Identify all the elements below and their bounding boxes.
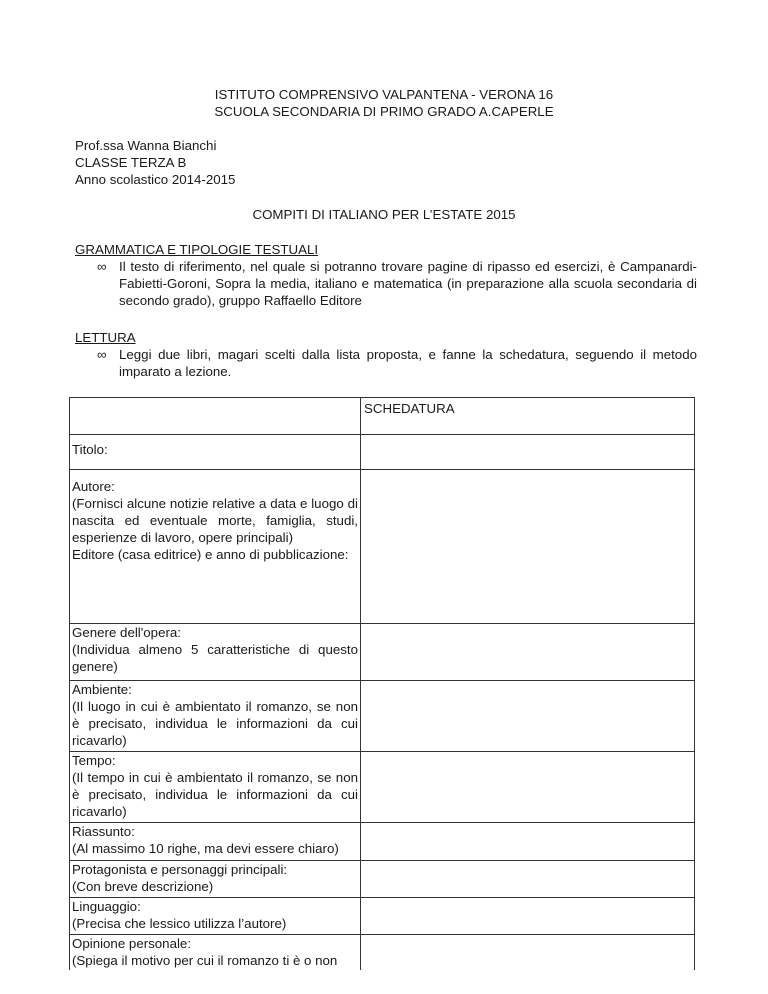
field-note-author: (Fornisci alcune notizie relative a data e luogo di nascita ed eventuale morte, famiglia, studi, esperienze di lavoro, opere principali): [72, 496, 358, 545]
table-row: [70, 435, 694, 470]
table-row: [70, 935, 694, 970]
answer-cell: [361, 861, 694, 897]
table-row: [70, 898, 694, 935]
field-note-time: (Il tempo in cui è ambientato il romanzo, se non è precisato, individua le informazioni da cui ricavarlo): [72, 770, 358, 819]
table-row: [70, 470, 694, 624]
table-row: [70, 861, 694, 898]
field-label-language: Linguaggio:: [72, 899, 141, 914]
grammar-bullet: [97, 258, 697, 309]
table-row: [70, 823, 694, 861]
field-note-characters: (Con breve descrizione): [72, 879, 214, 894]
answer-cell: [361, 935, 694, 970]
field-note-language: (Precisa che lessico utilizza l’autore): [72, 916, 287, 931]
table-row: [70, 624, 694, 681]
field-label-time: Tempo:: [72, 753, 116, 768]
infinity-bullet-icon: ∞: [97, 259, 107, 274]
answer-cell: [361, 435, 694, 469]
field-label-genre: Genere dell'opera:: [72, 625, 181, 640]
table-header-row: [70, 398, 694, 435]
field-label-setting: Ambiente:: [72, 682, 132, 697]
table-header-cell: SCHEDATURA: [364, 401, 455, 416]
answer-cell: [361, 470, 694, 623]
table-header-empty-cell: [70, 398, 361, 434]
school-header: [0, 86, 768, 120]
document-meta: [75, 137, 235, 188]
school-name: ISTITUTO COMPRENSIVO VALPANTENA - VERONA 16: [214, 87, 554, 102]
infinity-bullet-icon: ∞: [97, 347, 107, 362]
field-note-setting: (Il luogo in cui è ambientato il romanzo, se non è precisato, individua le informazioni da cui ricavarlo): [72, 699, 358, 748]
field-note-opinion: (Spiega il motivo per cui il romanzo ti è o non: [72, 953, 338, 968]
school-division: SCUOLA SECONDARIA DI PRIMO GRADO A.CAPERLE: [214, 104, 554, 119]
reading-text: Leggi due libri, magari scelti dalla lista proposta, e fanne la schedatura, seguendo il metodo imparato a lezione.: [119, 347, 697, 379]
field-label-characters: Protagonista e personaggi principali:: [72, 862, 288, 877]
schedatura-table: [69, 397, 695, 970]
answer-cell: [361, 624, 694, 680]
grammar-text: Il testo di riferimento, nel quale si potranno trovare pagine di ripasso ed esercizi, è Campanardi-Fabietti-Goroni, Sopra la media, italiano e matematica (in preparazione alla scuola secondaria di secondo grado), gruppo Raffaello Editore: [119, 259, 697, 308]
answer-cell: [361, 898, 694, 934]
table-row: [70, 752, 694, 823]
school-year: Anno scolastico 2014-2015: [75, 172, 236, 187]
reading-bullet: [97, 346, 697, 380]
answer-cell: [361, 823, 694, 860]
grammar-section-label: GRAMMATICA E TIPOLOGIE TESTUALI: [75, 242, 319, 257]
teacher-name: Prof.ssa Wanna Bianchi: [75, 138, 217, 153]
field-note-summary: (Al massimo 10 righe, ma devi essere chiaro): [72, 841, 339, 856]
field-label-opinion: Opinione personale:: [72, 936, 192, 951]
field-label-author: Autore:: [72, 479, 115, 494]
field-label-title: Titolo:: [72, 442, 108, 457]
field-label-summary: Riassunto:: [72, 824, 135, 839]
answer-cell: [361, 681, 694, 751]
class-name: CLASSE TERZA B: [75, 155, 187, 170]
reading-section-label: LETTURA: [75, 330, 136, 345]
table-row: [70, 681, 694, 752]
answer-cell: [361, 752, 694, 822]
field-note-genre: (Individua almeno 5 caratteristiche di questo genere): [72, 642, 358, 674]
field-label-publisher: Editore (casa editrice) e anno di pubblicazione:: [72, 547, 349, 562]
document-title: COMPITI DI ITALIANO PER L’ESTATE 2015: [252, 207, 516, 222]
